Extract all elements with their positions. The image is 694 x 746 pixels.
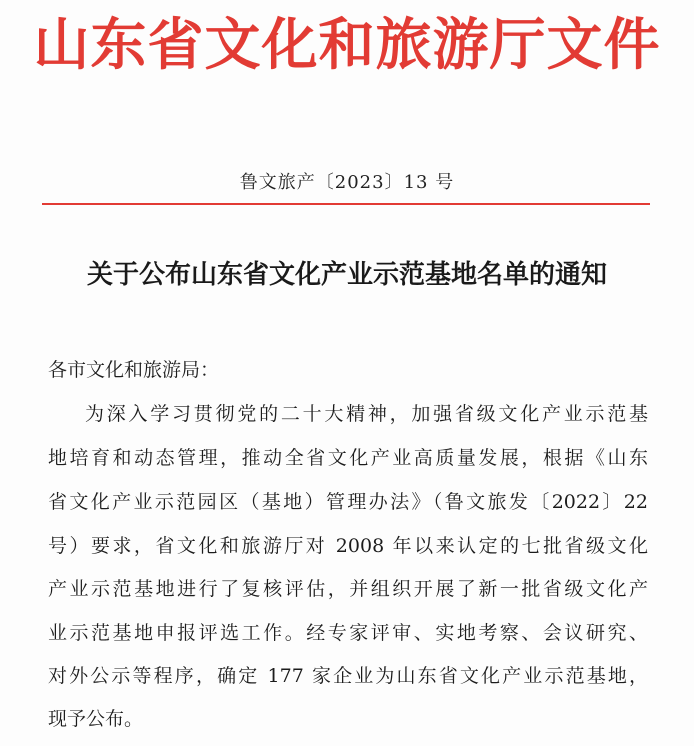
body-line: 为深入学习贯彻党的二十大精神，加强省级文化产业示范基 — [85, 403, 648, 425]
body-line: 号）要求，省文化和旅游厅对 2008 年以来认定的七批省级文化 — [48, 535, 648, 557]
red-divider-line — [42, 203, 650, 205]
body-line: 业示范基地申报评选工作。经专家评审、实地考察、会议研究、 — [48, 622, 648, 644]
notice-title: 关于公布山东省文化产业示范基地名单的通知 — [86, 260, 607, 290]
body-line: 省文化产业示范园区（基地）管理办法》（鲁文旅发〔2022〕22 — [48, 491, 648, 513]
document-number: 鲁文旅产〔2023〕13 号 — [239, 172, 455, 193]
issuer-masthead: 山东省文化和旅游厅文件 — [33, 13, 661, 78]
body-line: 现予公布。 — [48, 708, 144, 730]
salutation: 各市文化和旅游局： — [48, 359, 220, 381]
body-line: 产业示范基地进行了复核评估，并组织开展了新一批省级文化产 — [48, 578, 648, 600]
body-line: 对外公示等程序，确定 177 家企业为山东省文化产业示范基地， — [48, 665, 648, 687]
body-line: 地培育和动态管理，推动全省文化产业高质量发展，根据《山东 — [48, 447, 648, 469]
